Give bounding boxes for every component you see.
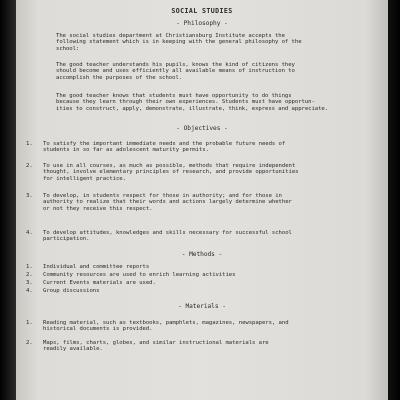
philosophy-paragraph: The good teacher knows that students must have opportunity to do things because they learn through their own experiences. Students must have opportun- ities to construct, apply, demonstrate, illustrate, think, express and appreciate.	[56, 93, 329, 112]
method-text: Community resources are used to enrich learning activities	[43, 272, 236, 278]
method-text: Group discussions	[43, 288, 100, 294]
materials-heading: - Materials -	[178, 303, 226, 310]
objectives-heading: - Objectives -	[176, 125, 228, 132]
methods-heading: - Methods -	[181, 251, 223, 258]
page-edge-shadow	[388, 0, 400, 400]
method-number: 1.	[26, 264, 33, 270]
objective-number: 3.	[26, 193, 33, 199]
objective-text: To use in all courses, as much as possible, methods that require independent thought, involve elementary principles of research, and provide opportunities for intelligent practice.	[43, 163, 299, 182]
method-number: 4.	[26, 288, 33, 294]
method-text: Individual and committee reports	[43, 264, 150, 270]
material-text: Reading material, such as textbooks, pamphlets, magazines, newspapers, and historical documents is provided.	[43, 320, 289, 333]
philosophy-paragraph: The good teacher understands his pupils, knows the kind of citizens they should become and uses efficiently all available means of instruction to accomplish the purposes of the school.	[56, 62, 295, 81]
material-number: 1.	[26, 320, 33, 326]
philosophy-heading: - Philosophy -	[176, 20, 228, 27]
objective-text: To develop attitudes, knowledges and skills necessary for successful school participation.	[43, 230, 292, 243]
objective-number: 1.	[26, 141, 33, 147]
objective-text: To develop, in students respect for those in authority; and for those in authority to realize that their words and actions largely determine whether or not they receive this respect.	[43, 193, 292, 212]
binder-edge	[0, 0, 16, 400]
material-text: Maps, films, charts, globes, and similar instructional materials are readily available.	[43, 340, 269, 353]
method-number: 3.	[26, 280, 33, 286]
material-number: 2.	[26, 340, 33, 346]
method-text: Current Events materials are used.	[43, 280, 156, 286]
document-page	[16, 0, 388, 400]
method-number: 2.	[26, 272, 33, 278]
document-title: SOCIAL STUDIES	[171, 7, 233, 15]
philosophy-paragraph: The social studies department at Christiansburg Institute accepts the following statement which is in keeping with the general philosophy of the school:	[56, 33, 302, 52]
objective-number: 2.	[26, 163, 33, 169]
objective-number: 4.	[26, 230, 33, 236]
objective-text: To satisfy the important immediate needs and the probable future needs of students in so far as adolescent maturity permits.	[43, 141, 286, 154]
